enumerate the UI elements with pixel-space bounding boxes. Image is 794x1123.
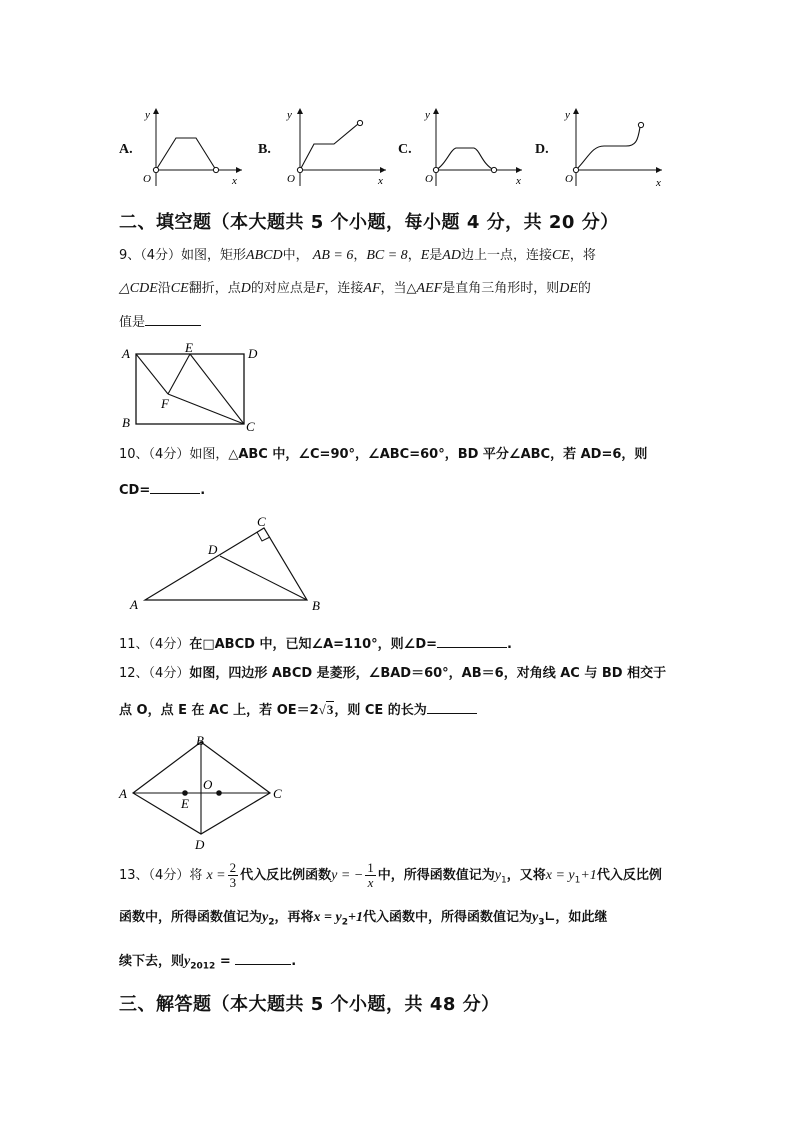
q9-answer-blank[interactable] [145,314,201,326]
q11-line: 11、（4分）在□ABCD 中，已知∠A=110°，则∠D= . [119,637,512,652]
option-d-x: x [656,177,661,189]
q12-label-a: A [119,786,127,801]
q10-label-a: A [130,597,138,612]
section-3-title: 三、解答题（本大题共 5 个小题，共 48 分） [119,994,500,1015]
option-c-x: x [516,175,521,187]
q9-label-c: C [246,419,255,434]
q12-label-c: C [273,786,282,801]
q9-line-3: 值是 [119,314,201,329]
q11-answer-blank[interactable] [437,636,507,648]
q9-label-e: E [185,342,193,355]
option-b-x: x [378,175,383,187]
option-c-y: y [425,109,430,121]
q10-line-1: 10、（4分）如图，△ABC 中，∠C=90°，∠ABC=60°，BD 平分∠ABC，若 AD=6，则 [119,447,648,462]
option-b-origin: O [287,173,295,185]
q12-label-e: E [181,796,189,811]
option-d-label: D. [535,142,549,157]
q12-line-1: 12、（4分）如图，四边形 ABCD 是菱形，∠BAD＝60°，AB＝6，对角线 AC 与 BD 相交于 [119,666,667,681]
q10-answer-blank[interactable] [150,482,200,494]
option-b-graph [284,100,394,192]
q13-line-1: 13、（4分）将 x = $\frac{2}{3}$ 代入反比例函数y = − $\frac{1}{x}$ 中，所得函数值记为$y_1$，又将$x = y_1+1$代入反比例 [119,860,662,890]
q10-label-b: B [312,598,320,613]
q9-label-d: D [248,346,258,361]
fraction-1-x: $\frac{1}{x}$ [367,860,374,890]
section-2-title: 二、填空题（本大题共 5 个小题，每小题 4 分，共 20 分） [119,212,619,233]
option-c-label: C. [398,142,412,157]
option-a-label: A. [119,142,133,157]
fraction-2-3: $\frac{2}{3}$ [229,860,237,890]
q12-label-o: O [203,777,213,792]
q9-figure [118,342,268,436]
q10-line-2: CD= . [119,483,206,498]
option-a-origin: O [143,173,151,185]
option-b-y: y [287,109,292,121]
option-a-x: x [232,175,237,187]
option-d-origin: O [565,173,573,185]
q12-line-2: 点 O，点 E 在 AC 上，若 OE＝2√3，则 CE 的长为 [119,702,477,717]
q13-line-2: 函数中，所得函数值记为$y_2$，再将$x = y_2+1$代入函数中，所得函数值记为$y_3∟$，如此继 [119,910,608,928]
q13-line-3: 续下去，则$y_{2012}$ = . [119,954,297,972]
q10-label-d: D [208,542,218,557]
sqrt-3: √3 [318,702,334,717]
option-c-origin: O [425,173,433,185]
option-c-graph [420,100,530,192]
option-a-graph [140,100,250,192]
option-a-y: y [145,109,150,121]
q12-label-d: D [195,837,205,850]
q9-line-1: 9、（4分）如图，矩形ABCD中， AB = 6，BC = 8，E是AD边上一点，连接CE，将 [119,248,596,263]
q9-label-b: B [122,415,130,430]
option-b-label: B. [258,142,271,157]
q9-label-a: A [122,346,130,361]
q10-label-c: C [257,514,266,529]
q12-figure [115,732,295,850]
q10-figure [122,512,336,614]
q9-line-2: △CDE沿CE翻折，点D的对应点是F，连接AF，当△AEF是直角三角形时，则DE的 [119,281,591,296]
options-row [0,100,794,195]
q9-label-f: F [161,396,169,411]
q12-answer-blank[interactable] [427,702,477,714]
option-d-y: y [565,109,570,121]
q12-label-b: B [196,733,204,748]
option-d-graph [560,100,670,192]
q13-answer-blank[interactable] [235,953,291,965]
